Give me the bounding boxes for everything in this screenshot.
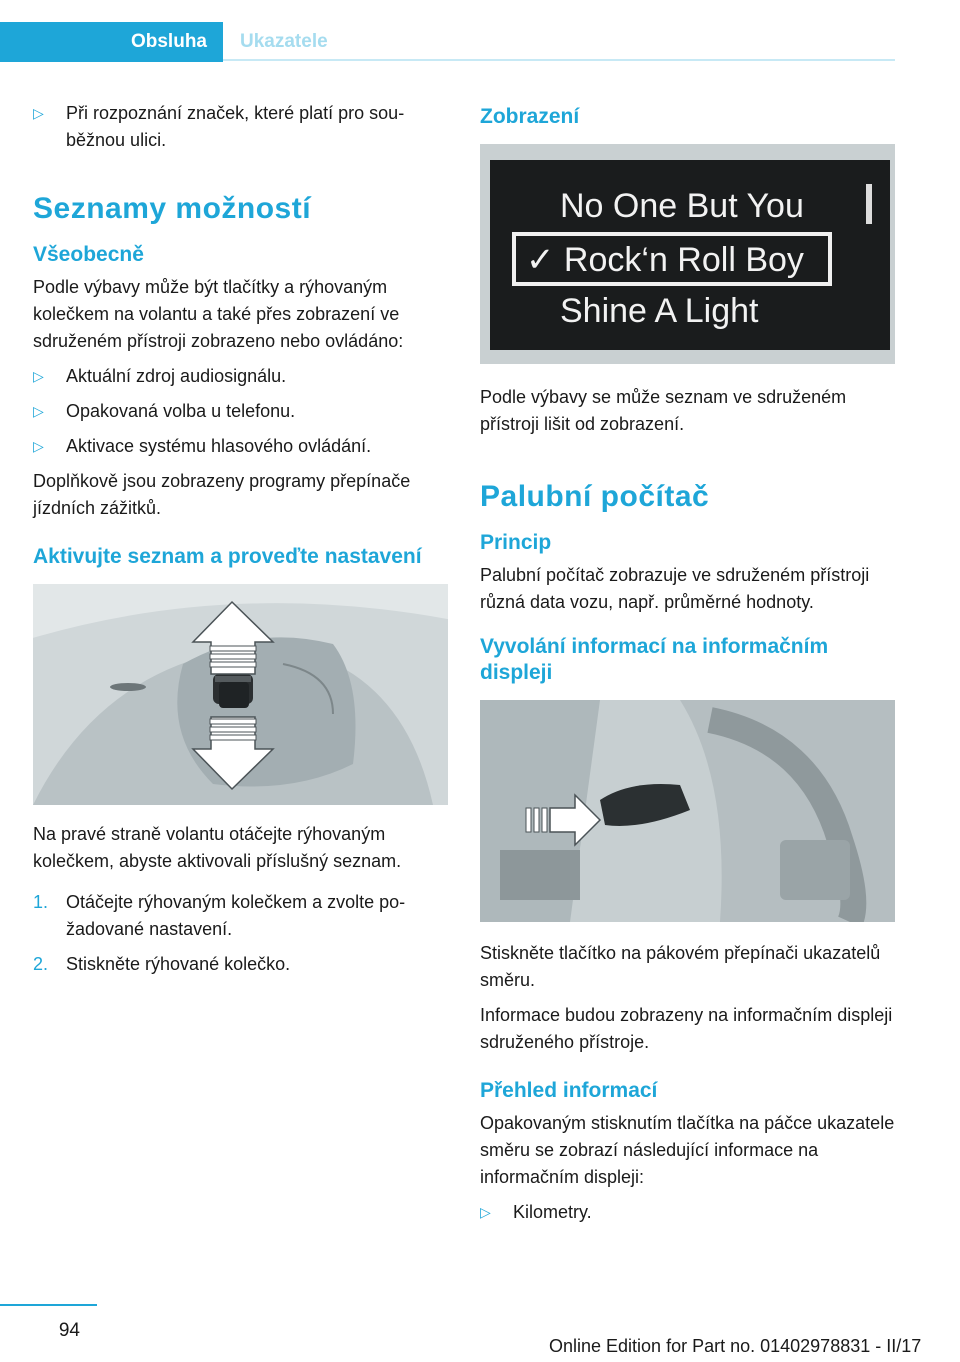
tab-ukazatele[interactable]: Ukazatele <box>240 31 328 52</box>
overview-text: Opakovaným stisknutím tlačítka na páčce ukazatele směru se zobrazí následující informace na informačním displeji: <box>480 1113 895 1187</box>
header-divider <box>223 59 895 61</box>
left-column <box>33 100 448 986</box>
section-title-options: Seznamy možností <box>33 192 312 225</box>
edition-text: Online Edition for Part no. 01402978831 - II/17 <box>549 1336 922 1356</box>
bullet-text: Opakovaná volba u telefonu. <box>66 401 296 421</box>
triangle-bullet-icon: ▷ <box>33 438 44 454</box>
list-item <box>33 433 448 460</box>
list-item <box>33 951 448 978</box>
subtitle-principle: Princip <box>480 531 552 554</box>
list-item <box>33 100 448 154</box>
subtitle-activate: Aktivujte seznam a proveďte nastavení <box>33 545 422 568</box>
bullet-text: Při rozpoznání značek, které platí pro souběžnou ulici. <box>66 103 405 150</box>
display-item-3: Shine A Light <box>560 292 759 330</box>
subtitle-overview: Přehled informací <box>480 1079 658 1102</box>
list-item <box>33 363 448 390</box>
extra-text: Doplňkově jsou zobrazeny programy přepínače jízdních zážitků. <box>33 471 411 518</box>
subtitle-general: Všeobecně <box>33 243 144 266</box>
list-item <box>33 398 448 425</box>
steering-wheel-image <box>33 584 448 805</box>
principle-text: Palubní počítač zobrazuje ve sdruženém přístroji různá data vozu, např. průměrné hodnoty. <box>480 565 870 612</box>
general-text: Podle výbavy může být tlačítky a rýhovaným kolečkem na volantu a také přes zobrazení ve sdruženém přístroji zobrazeno nebo ovládáno: <box>33 277 404 351</box>
page-number: 94 <box>58 1320 80 1341</box>
triangle-bullet-icon: ▷ <box>33 368 44 384</box>
step-text: Stiskněte rýhované kolečko. <box>66 954 291 974</box>
list-item <box>33 889 448 943</box>
display-image <box>480 144 895 364</box>
display-item-2: ✓ Rock‘n Roll Boy <box>526 241 804 279</box>
list-item <box>480 1199 895 1226</box>
triangle-bullet-icon: ▷ <box>33 105 44 121</box>
triangle-bullet-icon: ▷ <box>33 403 44 419</box>
page-header <box>0 22 895 62</box>
bullet-text: Kilometry. <box>513 1202 592 1222</box>
right-column <box>480 100 895 1234</box>
subtitle-display: Zobrazení <box>480 105 580 128</box>
display-text: Podle výbavy se může seznam ve sdruženém přístroji lišit od zobrazení. <box>480 387 847 434</box>
footer-divider <box>0 1304 97 1306</box>
triangle-bullet-icon: ▷ <box>480 1204 491 1220</box>
step-text: Otáčejte rýhovaným kolečkem a zvolte požadované nastavení. <box>66 892 406 939</box>
wheel-caption: Na pravé straně volantu otáčejte rýhovaným kolečkem, abyste aktivovali příslušný seznam. <box>33 824 402 871</box>
step-number: 2. <box>33 954 49 974</box>
bullet-text: Aktuální zdroj audiosignálu. <box>66 366 287 386</box>
recall-text-1: Stiskněte tlačítko na pákovém přepínači ukazatelů směru. <box>480 943 881 990</box>
recall-text-2: Informace budou zobrazeny na informačním displeji sdruženého přístroje. <box>480 1005 893 1052</box>
section-title-computer: Palubní počítač <box>480 480 710 513</box>
subtitle-recall: Vyvolání informací na informačním displeji <box>480 635 829 684</box>
turn-signal-image <box>480 700 895 922</box>
tab-obsluha[interactable]: Obsluha <box>0 22 223 62</box>
bullet-text: Aktivace systému hlasového ovládání. <box>66 436 372 456</box>
display-item-1: No One But You <box>560 187 804 225</box>
step-number: 1. <box>33 892 49 912</box>
